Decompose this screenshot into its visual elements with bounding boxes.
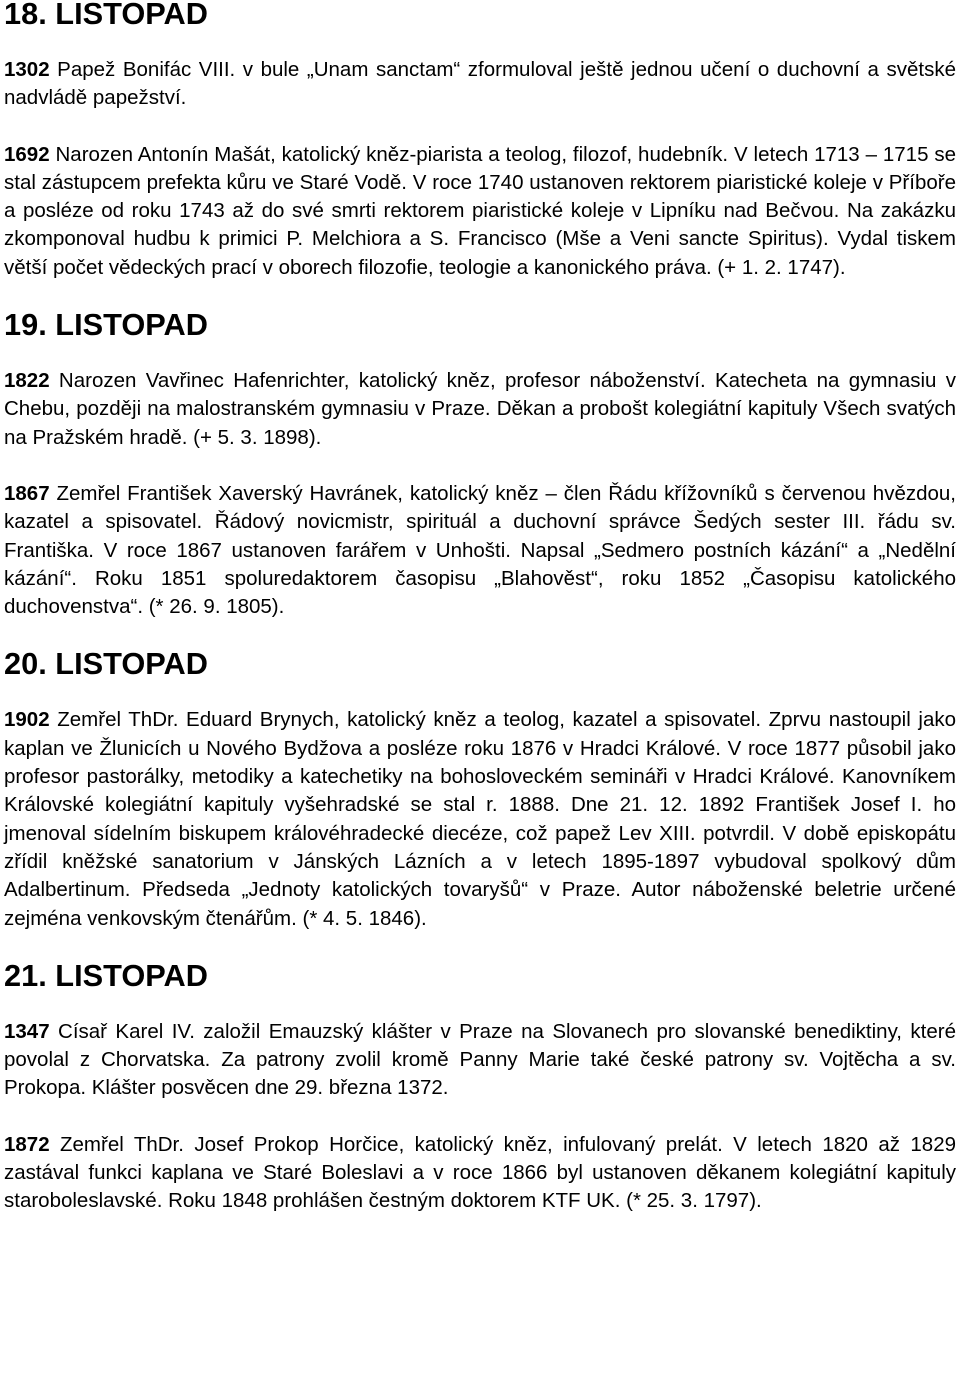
entry-paragraph — [4, 480, 956, 621]
section-heading: 19. LISTOPAD — [4, 307, 208, 343]
entry-paragraph — [4, 706, 956, 932]
entry-text: Narozen Vavřinec Hafenrichter, katolický kněz, profesor náboženství. Katecheta na gymnasiu v Chebu, později na malostranském gymnasiu v Praze. Děkan a probošt kolegiátní kapituly Všech svatých na Pražském hradě. (+ 5. 3. 1898). — [4, 369, 956, 449]
entry-year: 1347 — [4, 1019, 50, 1043]
entry-year: 1692 — [4, 142, 50, 166]
entry-year: 1302 — [4, 58, 50, 81]
entry-year: 1867 — [4, 481, 50, 505]
entry-year: 1822 — [4, 369, 50, 393]
entry-year: 1902 — [4, 708, 50, 732]
entry-text: Narozen Antonín Mašát, katolický kněz-piarista a teolog, filozof, hudebník. V letech 1713 – 1715 se stal zástupcem prefekta kůru ve Staré Vodě. V roce 1740 ustanoven rektorem piaristické koleje v Příboře a posléze od roku 1743 až do své smrti rektorem piaristické koleje v Lipníku nad Bečvou. Na zakázku zkomponoval hudbu k primici P. Melchiora a S. Francisco (Mše a Veni sancte Spiritus). Vydal tiskem větší počet vědeckých prací v oborech filozofie, teologie a kanonického práva. (+ 1. 2. 1747). — [4, 142, 956, 279]
entry-paragraph — [4, 56, 956, 113]
entry-text: Zemřel ThDr. Josef Prokop Horčice, katolický kněz, infulovaný prelát. V letech 1820 až 1829 zastával funkci kaplana ve Staré Boleslavi a v roce 1866 byl ustanoven děkanem kolegiátní kapituly staroboleslavské. Roku 1848 prohlášen čestným doktorem KTF UK. (* 25. 3. 1797). — [4, 1132, 956, 1213]
section-heading: 18. LISTOPAD — [4, 0, 208, 31]
entry-paragraph — [4, 1018, 956, 1103]
entry-text: Císař Karel IV. založil Emauzský klášter v Praze na Slovanech pro slovanské benediktiny, které povolal z Chorvatska. Za patrony zvolil kromě Panny Marie také české patrony sv. Vojtěcha a sv. Prokopa. Klášter posvěcen dne 29. března 1372. — [4, 1019, 956, 1100]
entry-paragraph — [4, 1131, 956, 1216]
entry-paragraph — [4, 367, 956, 452]
document-page — [4, 0, 956, 1216]
entry-text: Zemřel ThDr. Eduard Brynych, katolický kněz a teolog, kazatel a spisovatel. Zprvu nastoupil jako kaplan ve Žlunicích u Nového Bydžova a posléze roku 1876 v Hradci Králové. V roce 1877 působil jako profesor pastorálky, metodiky a katechetiky na bohosloveckém semináři v Hradci Králové. Kanovníkem Královské kolegiátní kapituly vyšehradské se stal r. 1888. Dne 21. 12. 1892 František Josef I. ho jmenoval sídelním biskupem královéhradecké diecéze, což papež Lev XIII. potvrdil. V době episkopátu zřídil kněžské sanatorium v Jánských Lázních a v letech 1895-1897 vybudoval spolkový dům Adalbertinum. Předseda „Jednoty katolických tovaryšů“ v Praze. Autor náboženské beletrie určené zejména venkovským čtenářům. (* 4. 5. 1846). — [4, 708, 956, 930]
entry-text: Zemřel František Xaverský Havránek, katolický kněz – člen Řádu křížovníků s červenou hvězdou, kazatel a spisovatel. Řádový novicmistr, spirituál a duchovní správce Šedých sester III. řádu sv. Františka. V roce 1867 ustanoven farářem v Unhošti. Napsal „Sedmero postních kázání“ a „Nedělní kázání“. Roku 1851 spoluredaktorem časopisu „Blahověst“, roku 1852 „Časopisu katolického duchovenstva“. (* 26. 9. 1805). — [4, 481, 956, 619]
section-heading: 20. LISTOPAD — [4, 646, 208, 682]
entry-paragraph — [4, 141, 956, 282]
entry-year: 1872 — [4, 1132, 50, 1156]
section-heading: 21. LISTOPAD — [4, 957, 208, 993]
entry-text: Papež Bonifác VIII. v bule „Unam sanctam“ zformuloval ještě jednou učení o duchovní a světské nadvládě papežství. — [4, 58, 956, 110]
